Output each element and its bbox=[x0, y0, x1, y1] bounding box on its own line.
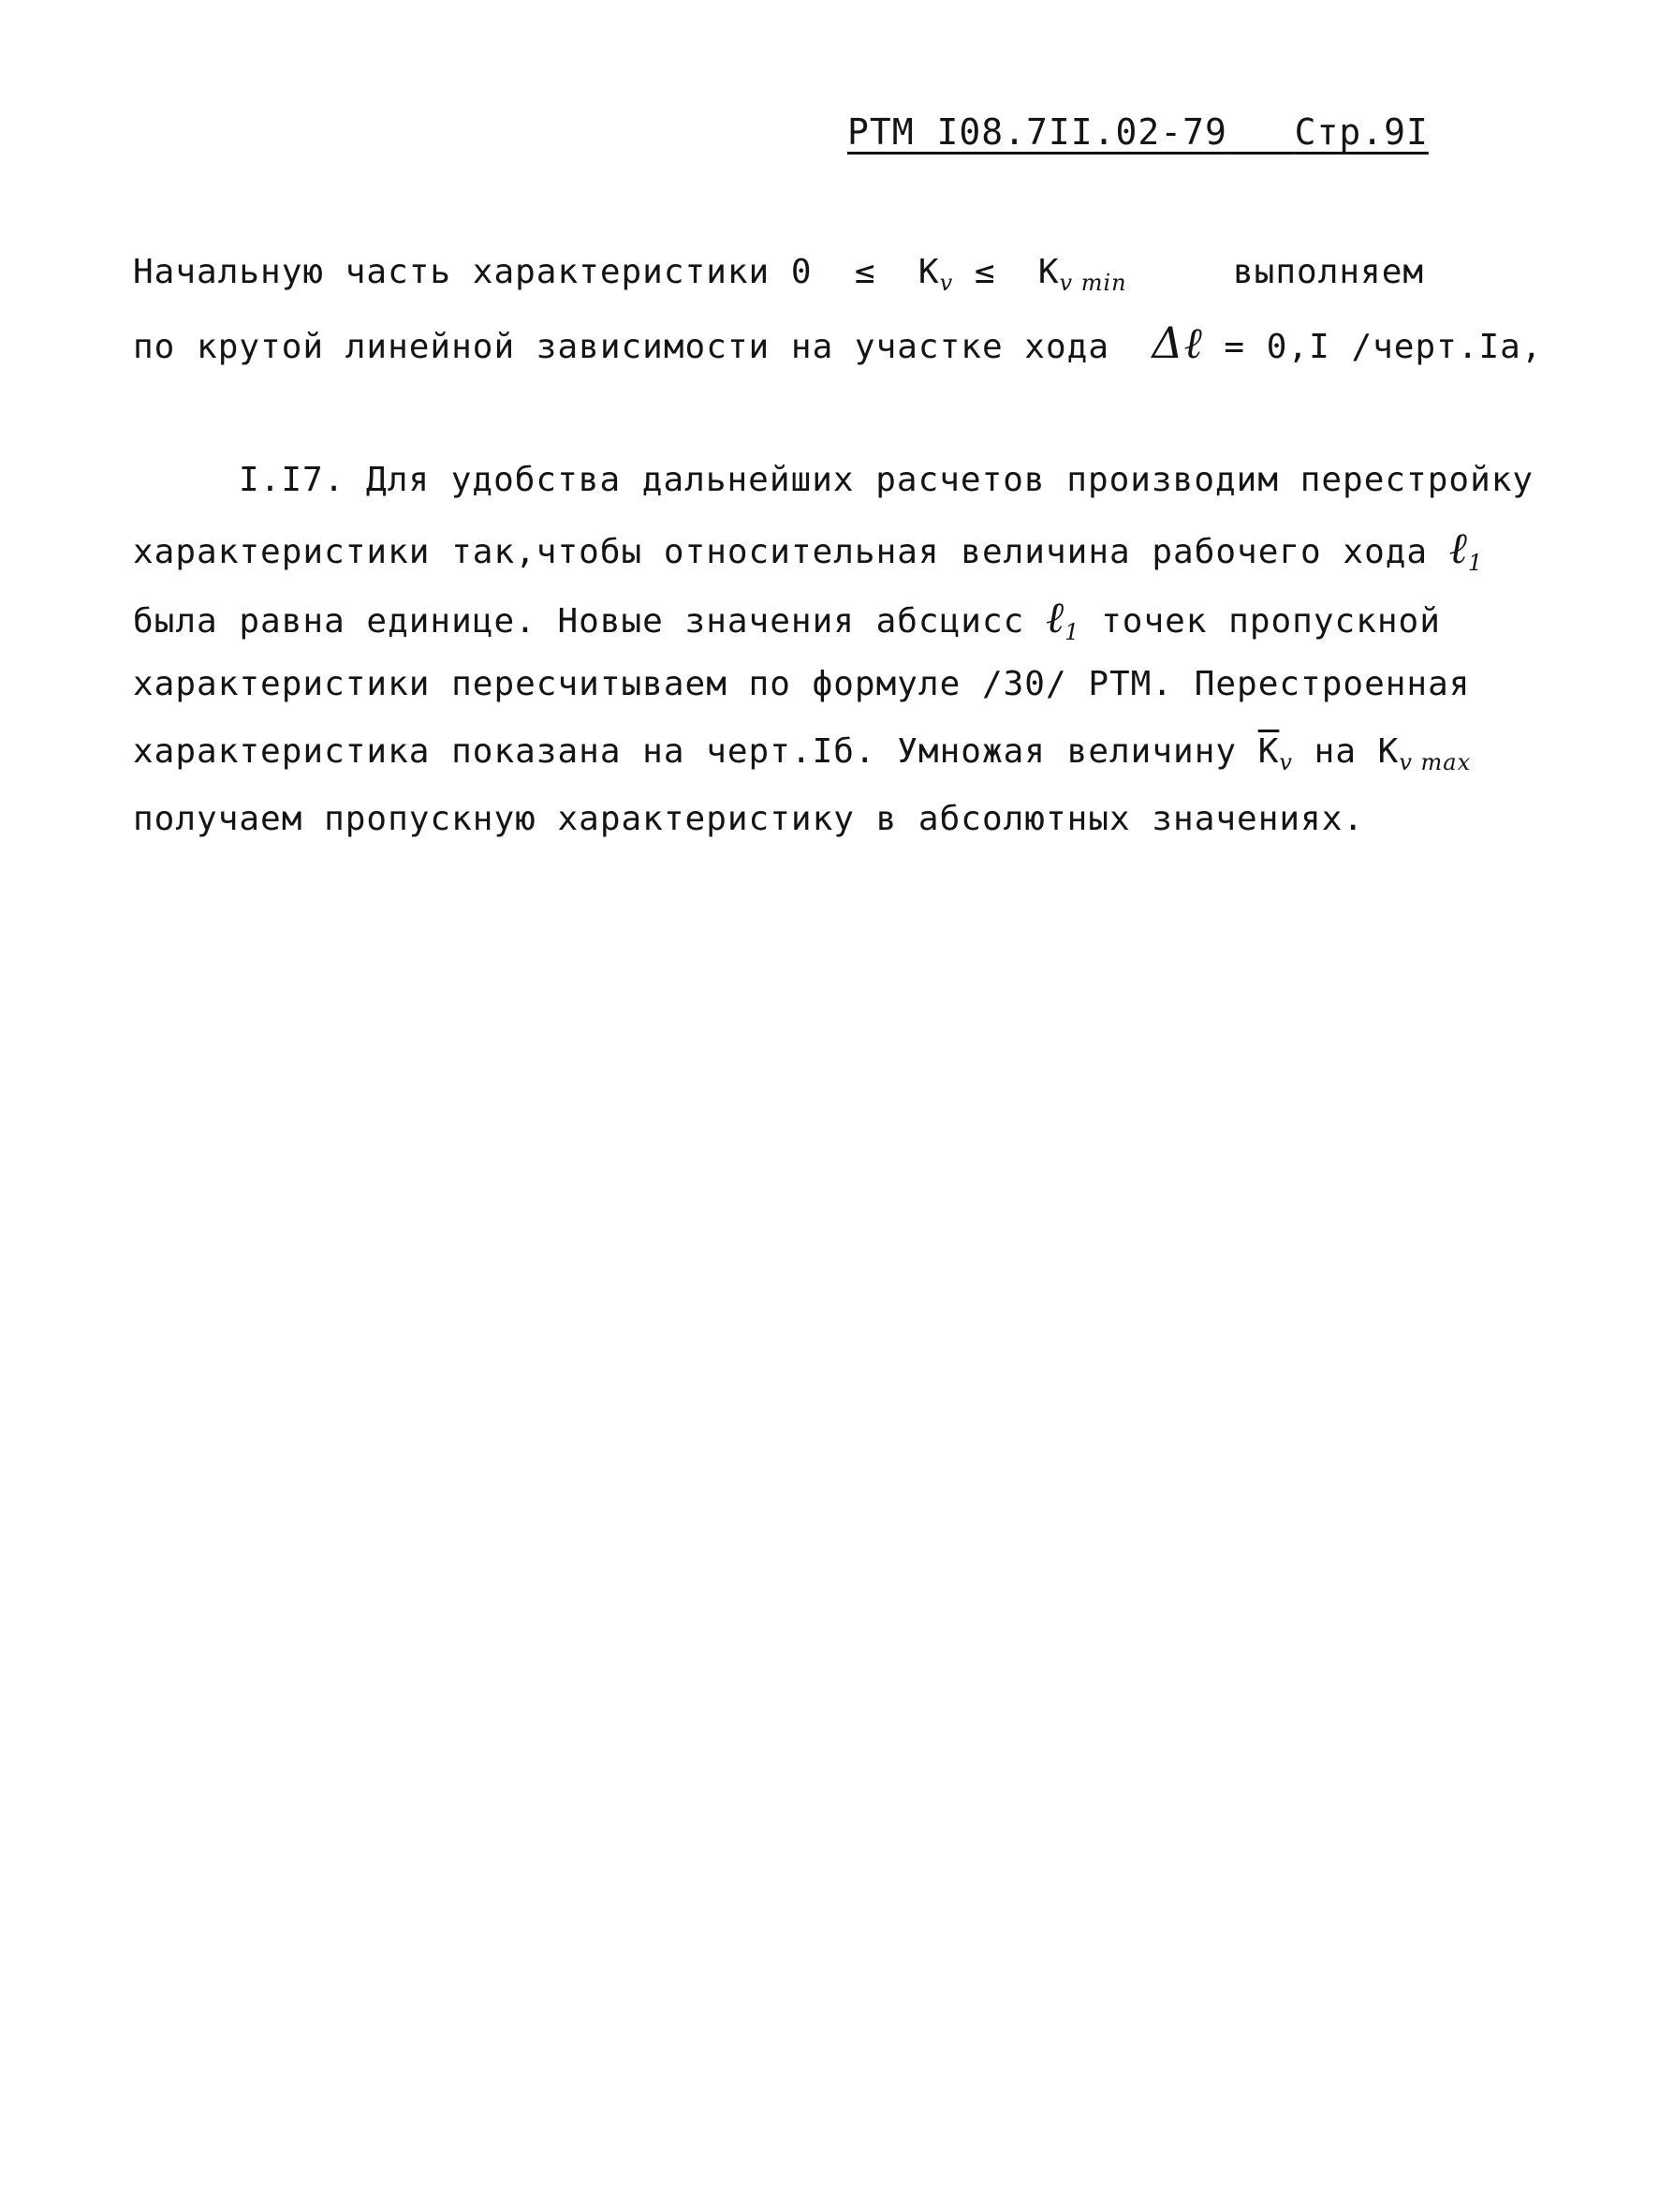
paragraph-2-line-2 bbox=[133, 523, 1484, 584]
text-fragment: выполняем bbox=[1126, 253, 1425, 291]
text-fragment: на K bbox=[1292, 732, 1400, 771]
l-symbol: ℓ bbox=[1045, 592, 1065, 642]
paragraph-2-line-1 bbox=[239, 459, 1534, 502]
l-symbol: ℓ bbox=[1448, 523, 1468, 573]
text-fragment: характеристики так,чтобы относительная величина рабочего хода bbox=[133, 533, 1449, 571]
text-fragment: Начальную часть характеристики 0 ≤ K bbox=[133, 253, 940, 291]
text-fragment: характеристики пересчитываем по формуле /30/ РТМ. Перестроенная bbox=[133, 665, 1471, 703]
page-number: Стр.9I bbox=[1294, 111, 1429, 153]
k-bar-symbol: $\overline{K}$ bbox=[1257, 732, 1280, 771]
subscript: 1 bbox=[1064, 619, 1080, 645]
paragraph-2-line-5 bbox=[133, 730, 1471, 784]
document-code: РТМ I08.7II.02-79 bbox=[847, 111, 1227, 153]
paragraph-1-line-2 bbox=[133, 317, 1543, 369]
subscript: 1 bbox=[1467, 550, 1484, 576]
text-fragment: характеристика показана на черт.Iб. Умножая величину bbox=[133, 732, 1258, 771]
text-fragment: получаем пропускную характеристику в абсолютных значениях. bbox=[133, 800, 1365, 838]
paragraph-2-line-3 bbox=[133, 592, 1441, 654]
paragraph-1-line-1 bbox=[133, 251, 1424, 304]
page-header bbox=[847, 111, 1429, 154]
delta-l-symbol: Δℓ bbox=[1152, 317, 1203, 368]
subscript: v max bbox=[1399, 749, 1472, 775]
subscript: v min bbox=[1059, 270, 1127, 296]
text-fragment: I.I7. Для удобства дальнейших расчетов производим перестройку bbox=[239, 461, 1534, 499]
text-fragment: по крутой линейной зависимости на участке хода bbox=[133, 328, 1152, 366]
paragraph-2-line-6 bbox=[133, 798, 1364, 841]
paragraph-2-line-4 bbox=[133, 663, 1470, 706]
text-fragment: была равна единице. Новые значения абсцисс bbox=[133, 602, 1046, 641]
subscript: v bbox=[1279, 749, 1293, 775]
text-fragment: = 0,I /черт.Iа, bbox=[1202, 328, 1543, 366]
subscript: v bbox=[939, 270, 954, 296]
text-fragment: точек пропускной bbox=[1079, 602, 1441, 641]
text-fragment: ≤ K bbox=[953, 253, 1060, 291]
